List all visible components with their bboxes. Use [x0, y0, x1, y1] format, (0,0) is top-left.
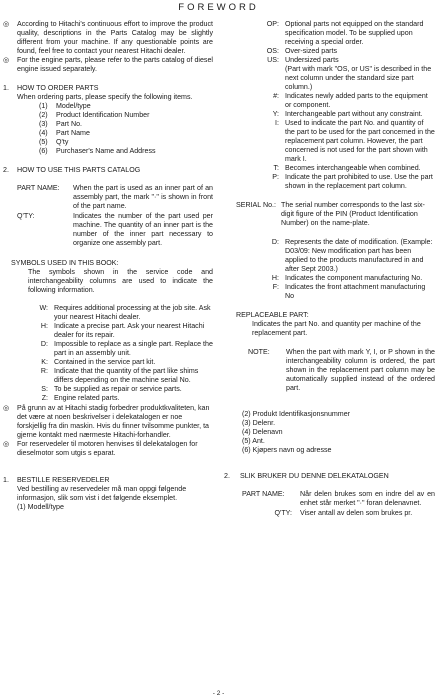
symbol-code-row: OP: Optional parts not equipped on the standard specification model. To be supplied upon receiving a special order. — [266, 20, 424, 46]
symbol-code-row: I: Used to indicate the part No. and quantity of the part to be used for the part concerned in the replacement part column. However, the part concerned is not used for the part shown with mark I. — [275, 119, 435, 163]
symbol-codes-continued — [224, 20, 435, 191]
section-heading: HOW TO ORDER PARTS — [17, 84, 99, 92]
definition-qty: Q'TY: Indicates the number of the part used per machine. The quantity of an inner part is the number of the inner part necessary to organize one assembly part. — [17, 212, 213, 247]
definition-part-name: PART NAME: Når delen brukes som en indre del av en enhet står merket "·" foran delenavnet. — [242, 490, 435, 507]
intro-paragraph-2: ◎ For the engine parts, please refer to the parts catalog of diesel engine issued separately. — [3, 56, 213, 73]
list-item: (5) Q'ty — [39, 138, 69, 146]
page-number: - 2 - — [212, 690, 225, 697]
symbol-code-row: #: Indicates newly added parts to the equipment or component. — [273, 92, 428, 109]
right-column — [224, 20, 435, 518]
section-heading: SLIK BRUKER DU DENNE DELEKATALOGEN — [240, 472, 389, 480]
list-item: (6) Purchaser's Name and Address — [39, 147, 156, 155]
section-slik-bruker: 2. SLIK BRUKER DU DENNE DELEKATALOGEN — [224, 472, 435, 481]
list-item: (3) Part No. — [39, 120, 83, 128]
symbols-intro: The symbols shown in the service code and interchangeability columns are used to indicate the following information. — [28, 268, 213, 294]
symbol-code-row: K: Contained in the service part kit. — [41, 358, 156, 366]
norwegian-part-definitions — [224, 490, 435, 518]
symbol-code-row: T: Becomes interchangeable when combined. — [273, 164, 421, 172]
symbol-code-row: D: Impossible to replace as a single part. Replace the part in an assembly unit. — [40, 340, 213, 357]
symbol-codes — [0, 304, 213, 403]
bullet-icon: ◎ — [3, 440, 10, 448]
list-item: (2) Product Identification Number — [39, 111, 150, 119]
list-item: (4) Delenavn — [242, 428, 283, 436]
norwegian-order-items — [224, 410, 435, 455]
page-title: FOREWORD — [178, 2, 259, 13]
list-item: (5) Ant. — [242, 437, 265, 445]
definition-qty: Q'TY: Viser antall av delen som brukes pr. — [274, 509, 413, 517]
list-item: (2) Produkt Identifikasjonsnummer — [242, 410, 351, 418]
norwegian-paragraph-1: ◎ På grunn av at Hitachi stadig forbedrer produktkvaliteten, kan det være at noen beskrivelser i delekatalogen er noe forskjellig fra din maskin. Hvis du finner tvilsomme punkter, ta gjerne kontakt med nærmeste Hitachi-forhandler. — [3, 404, 210, 439]
section-how-to-use: 2. HOW TO USE THIS PARTS CATALOG — [0, 166, 213, 175]
symbol-code-row: P: Indicate the part prohibited to use. Use the part shown in the replacement part column. — [272, 173, 433, 190]
symbol-code-row: H: Indicate a precise part. Ask your nearest Hitachi dealer for its repair. — [40, 322, 205, 339]
list-item: (3) Delenr. — [242, 419, 276, 427]
serial-number-definition: SERIAL No.: The serial number corresponds to the last six-digit figure of the PIN (Product Identification Number) on the name-plate. — [236, 201, 425, 227]
symbol-code-row: R: Indicate that the quantity of the part like shims differs depending on the machine serial No. — [40, 367, 199, 384]
list-item: (4) Part Name — [39, 129, 90, 137]
symbol-code-row: OS: Over-sized parts — [266, 47, 338, 55]
modification-codes — [224, 238, 435, 301]
symbol-code-row: US: Undersized parts — [267, 56, 339, 64]
symbol-code-row: Y: Interchangeable part without any constraint. — [272, 110, 423, 118]
bullet-icon: ◎ — [3, 56, 10, 64]
symbol-code-row: F: Indicates the front attachment manufacturing No — [272, 283, 426, 300]
replaceable-part-text: Indicates the part No. and quantity per machine of the replacement part. — [252, 320, 421, 337]
note: NOTE: When the part with mark Y, I, or P shown in the interchangeability column is ordered, the part shown in the replacement part column may be automatically supplied instead of the ordered part. — [248, 348, 435, 392]
section-heading: HOW TO USE THIS PARTS CATALOG — [17, 166, 141, 174]
section-bestille-reservedeler: 1. BESTILLE RESERVEDELER Ved bestilling av reservedeler må man oppgi følgende informasjon, slik som vist i det følgende eksemplet. (1) Modell/type — [0, 476, 213, 512]
norwegian-paragraph-2: ◎ For reservedeler til motoren henvises til delekatalogen for dieselmotor som utgis s eparat. — [3, 440, 198, 457]
bullet-icon: ◎ — [3, 20, 10, 28]
list-item: (1) Modell/type — [17, 503, 64, 511]
part-definitions — [0, 184, 213, 248]
symbol-code-row: Z: Engine related parts. — [41, 394, 120, 402]
order-items-list — [17, 102, 213, 156]
definition-part-name: PART NAME: When the part is used as an inner part of an assembly part, the mark "·" is shown in front of the part name. — [17, 184, 213, 210]
intro-paragraph-1: ◎ According to Hitachi's continuous effort to improve the product quality, descriptions in the Parts Catalog may be slightly different from your machine. If any questionable points are found, feel free to contact your nearest Hitachi dealer. — [3, 20, 213, 55]
bullet-icon: ◎ — [3, 404, 10, 412]
symbols-heading: SYMBOLS USED IN THIS BOOK: — [11, 259, 119, 267]
symbol-code-row: (Part with mark "OS, or US" is described in the next column under the standard size part column.) — [285, 65, 432, 91]
section-how-to-order: 1. HOW TO ORDER PARTS When ordering parts, please specify the following items. (1) Model/type (2) Product Identification Number (3) Part No. (4) Part Name (5) Q'ty (6) Purchaser's Name and Address — [0, 84, 213, 156]
list-item: (1) Model/type — [39, 102, 91, 110]
symbol-code-row: S: To be supplied as repair or service parts. — [41, 385, 182, 393]
list-item: (6) Kjøpers navn og adresse — [242, 446, 332, 454]
section-heading: BESTILLE RESERVEDELER — [17, 476, 110, 484]
replaceable-part-heading: REPLACEABLE PART: — [236, 311, 309, 319]
symbol-code-row: H: Indicates the component manufacturing No. — [271, 274, 423, 282]
symbol-code-row: W: Requires additional processing at the job site. Ask your nearest Hitachi dealer. — [39, 304, 211, 321]
symbol-code-row: D: Represents the date of modification. (Example: D03/09: New modification part has been applied to the products manufactured in and after Sept 2003.) — [271, 238, 433, 273]
left-column — [0, 20, 213, 512]
